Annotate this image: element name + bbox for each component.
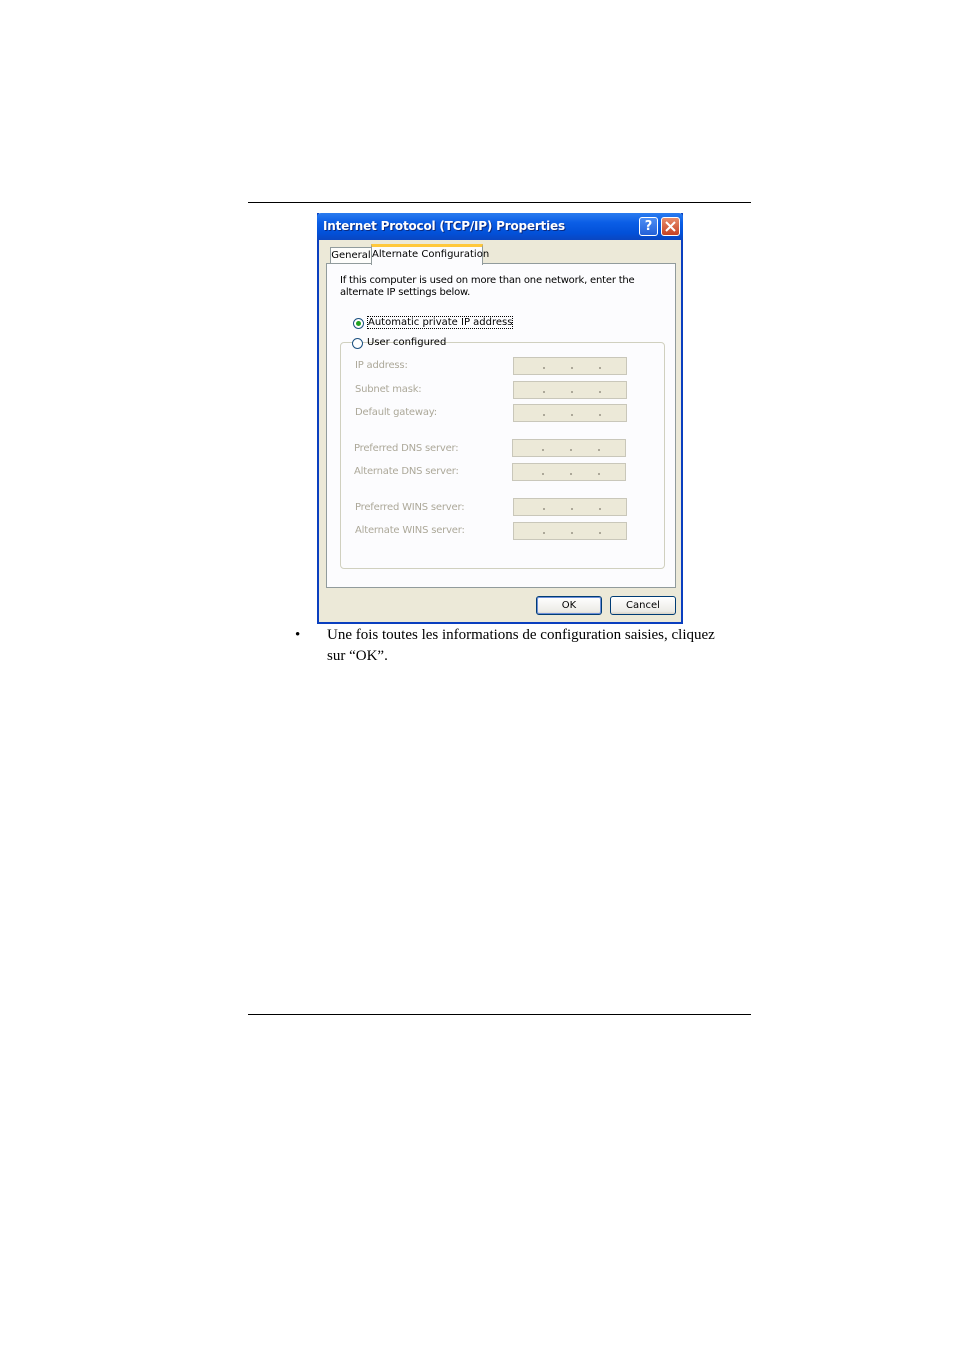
alternate-wins-label: Alternate WINS server: <box>355 525 465 536</box>
ip-address-input[interactable] <box>513 357 627 375</box>
alternate-dns-input[interactable] <box>512 463 626 481</box>
header-rule <box>248 202 751 203</box>
default-gateway-label: Default gateway: <box>355 407 437 418</box>
preferred-wins-input[interactable] <box>513 498 627 516</box>
preferred-wins-label: Preferred WINS server: <box>355 502 465 513</box>
alternate-dns-label: Alternate DNS server: <box>354 466 459 477</box>
close-button[interactable] <box>661 217 680 236</box>
radio-user-label: User configured <box>367 337 447 348</box>
tab-pane <box>326 263 676 588</box>
title-bar[interactable] <box>317 213 683 240</box>
radio-button-selected[interactable] <box>353 318 364 329</box>
ip-address-label: IP address: <box>355 360 408 371</box>
radio-button[interactable] <box>352 338 363 349</box>
help-button[interactable] <box>639 217 658 236</box>
radio-dot <box>356 321 361 326</box>
footer-rule <box>248 1014 751 1015</box>
preferred-dns-input[interactable] <box>512 439 626 457</box>
tab-general[interactable]: General <box>330 247 372 264</box>
default-gateway-input[interactable] <box>513 404 627 422</box>
cancel-button[interactable]: Cancel <box>610 596 676 615</box>
alternate-wins-input[interactable] <box>513 522 627 540</box>
help-icon: ? <box>644 219 653 234</box>
preferred-dns-label: Preferred DNS server: <box>354 443 459 454</box>
bullet-marker: • <box>295 627 301 643</box>
subnet-mask-input[interactable] <box>513 381 627 399</box>
intro-text: If this computer is used on more than one network, enter the alternate IP settings below. <box>340 275 635 298</box>
subnet-mask-label: Subnet mask: <box>355 384 422 395</box>
ok-button[interactable]: OK <box>536 596 602 615</box>
tab-alternate-configuration[interactable]: Alternate Configuration <box>371 244 483 265</box>
close-icon <box>665 221 676 232</box>
instruction-text: Une fois toutes les informations de configuration saisies, cliquez sur “OK”. <box>327 627 715 664</box>
radio-automatic-label: Automatic private IP address <box>368 317 513 328</box>
tcpip-properties-dialog <box>317 213 683 624</box>
dialog-title: Internet Protocol (TCP/IP) Properties <box>323 219 565 233</box>
